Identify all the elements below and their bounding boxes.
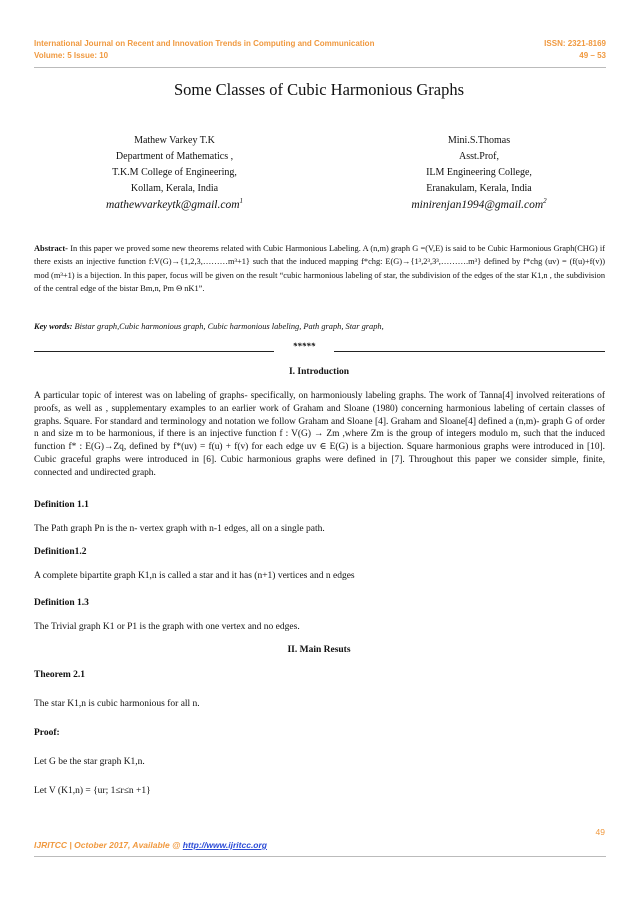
keywords-text: Bistar graph,Cubic harmonious graph, Cubic harmonious labeling, Path graph, Star graph, [74, 322, 384, 331]
journal-name: International Journal on Recent and Innovation Trends in Computing and Communication [34, 39, 375, 48]
section-heading-introduction: I. Introduction [288, 367, 349, 377]
definition-1-2-text: A complete bipartite graph K1,n is called a star and it has (n+1) vertices and n edges [34, 571, 355, 581]
author-name: Mini.S.Thomas [447, 135, 511, 146]
author-affiliation: T.K.M College of Engineering, [112, 167, 237, 178]
volume-issue: Volume: 5 Issue: 10 [34, 51, 109, 60]
author-location: Kollam, Kerala, India [130, 183, 219, 194]
introduction-text: A particular topic of interest was on labeling of graphs- specifically, on harmoniously labeling graphs. The work of Tanna[4] involved reiterations of proofs, as well as , supplementary examples to an earlier work of Graham and Sloane (1980) concerning harmonious labeling of certain classes of graphs. Square. For standard and terminology and notation we follow Graham and Sloane [4]. Graham and Sloane[4] defined a (n,m)- graph G of order n and size m to be harmonious, if there is an injective function f : V(G) → Zm ,where Zm is the group of integers modulo m, such that the induced function f* : E(G)→Zq, defined by f*(uv) = f(u) + f(v) for each edge uv ∈ E(G) is a bijection. Square harmonious graphs were introduced in [10]. Cubic graceful graphs were introduced in [6]. Cubic harmonious graphs were defined in [7]. Throughout this paper we consider simple, finite, connected and undirected graph. [34, 391, 605, 478]
author-block-2 [384, 133, 574, 213]
separator-rule-right [334, 351, 605, 352]
separator-stars: ***** [292, 341, 316, 351]
abstract-text: In this paper we proved some new theorems related with Cubic Harmonious Labeling. A (n,m) graph G =(V,E) is said to be Cubic Harmonious Graph(CHG) if there exists an injective function f:V(G)→{1,2,3,………m³+1} such that the induced mapping f*chg: E(G)→{1³,2³,3³,……….m³} defined by f*chg (uv) = (f(u)+f(v)) mod (m³+1) is a bijection. In this paper, focus will be given on the result “cubic harmonious labeling of star, the subdivision of the edges of the star K1,n , the subdivision of the central edge of the bistar Bm,n, Pm Θ nK1”. [34, 244, 606, 293]
author-affiliation: ILM Engineering College, [426, 167, 532, 178]
separator-rule-left [34, 351, 274, 352]
issn: ISSN: 2321-8169 [544, 39, 606, 48]
abstract [34, 242, 605, 295]
section-separator [34, 341, 605, 353]
proof-line-1: Let G be the star graph K1,n. [34, 757, 145, 767]
author-email[interactable]: minirenjan1994@gmail.com$^2$ [411, 197, 547, 211]
theorem-2-1-text: The star K1,n is cubic harmonious for all n. [34, 699, 200, 709]
footer [34, 840, 267, 850]
section-heading-main-results: II. Main Resuts [287, 645, 351, 655]
definition-1-1-heading: Definition 1.1 [34, 500, 89, 510]
page-number: 49 [595, 827, 605, 837]
abstract-label: Abstract- [34, 244, 68, 253]
author-dept: Department of Mathematics , [115, 151, 234, 162]
footer-link[interactable]: http://www.ijritcc.org [182, 840, 267, 850]
definition-1-1-text: The Path graph Pn is the n- vertex graph with n-1 edges, all on a single path. [34, 524, 325, 534]
footer-text: IJRITCC | October 2017, Available @ [34, 840, 181, 850]
definition-1-3-text: The Trivial graph K1 or P1 is the graph with one vertex and no edges. [34, 622, 300, 632]
page-range: 49 – 53 [579, 51, 606, 60]
paper-title: Some Classes of Cubic Harmonious Graphs [173, 80, 465, 99]
author-location: Eranakulam, Kerala, India [426, 183, 532, 194]
keywords-label: Key words: [34, 322, 73, 331]
theorem-2-1-heading: Theorem 2.1 [34, 670, 86, 680]
author-position: Asst.Prof, [458, 151, 499, 162]
definition-1-2-heading: Definition1.2 [34, 547, 87, 557]
definition-1-3-heading: Definition 1.3 [34, 598, 89, 608]
proof-heading: Proof: [34, 728, 60, 738]
author-name: Mathew Varkey T.K [134, 135, 215, 146]
author-block-1 [82, 133, 267, 213]
header-rule [34, 67, 606, 68]
footer-rule [34, 856, 606, 857]
author-email[interactable]: mathewvarkeytk@gmail.com$^1$ [105, 197, 244, 211]
keywords [34, 322, 605, 331]
proof-line-2: Let V (K1,n) = {ur; 1≤r≤n +1} [34, 786, 151, 796]
